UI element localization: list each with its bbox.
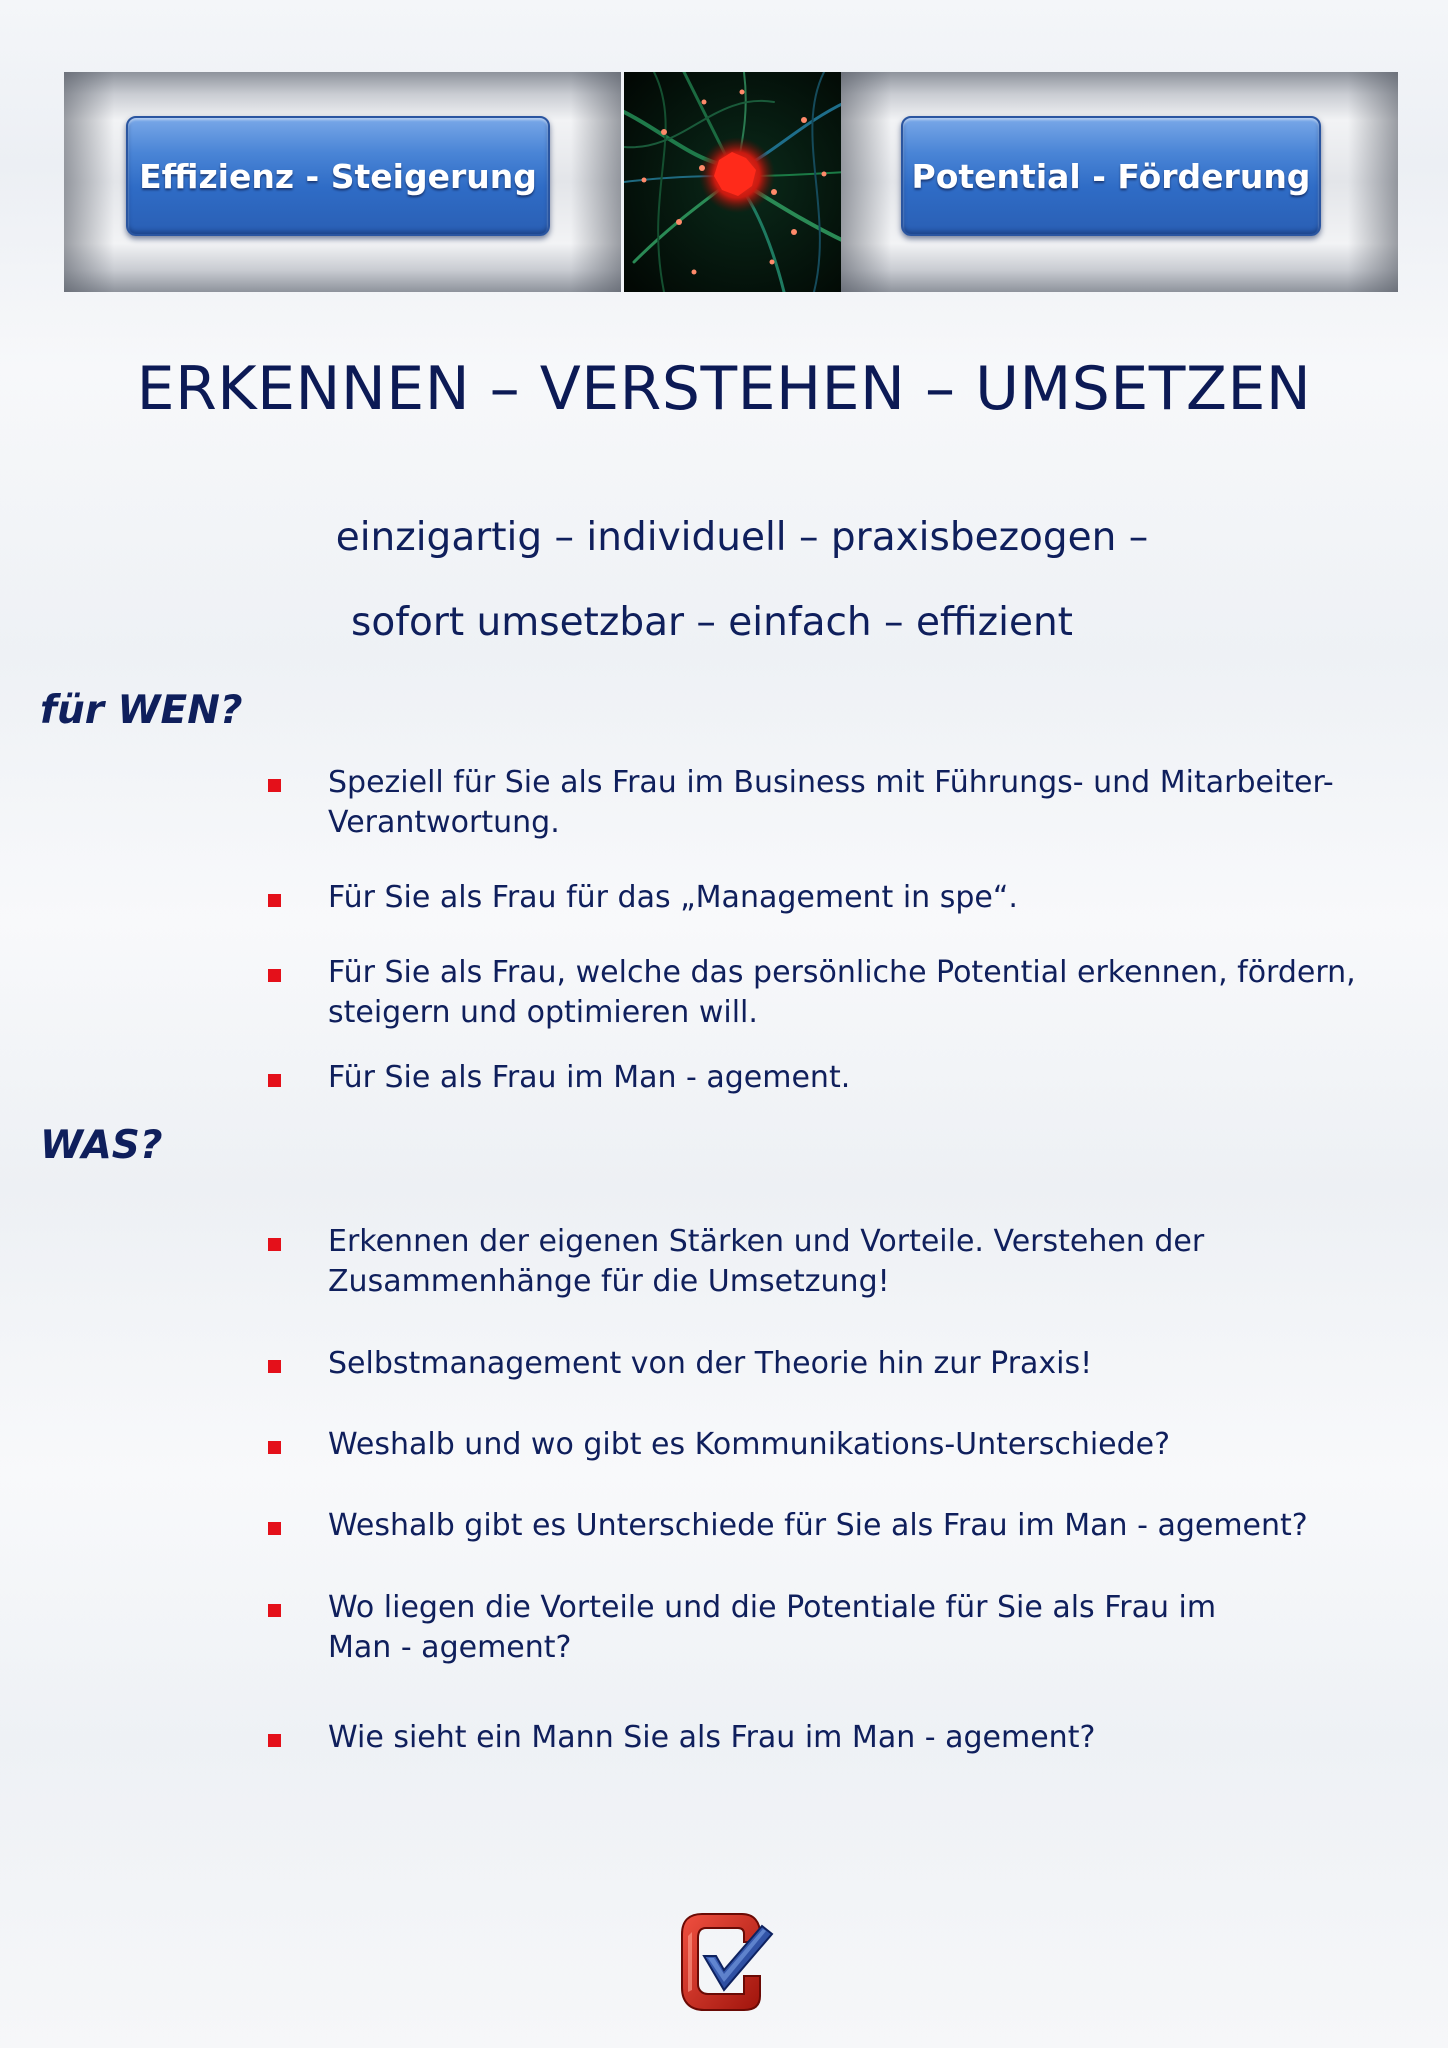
tagline-line-2: sofort umsetzbar – einfach – effizient: [351, 600, 1073, 645]
list-item-text: Wie sieht ein Mann Sie als Frau im Man - agement?: [328, 1720, 1096, 1755]
checkmark-logo-icon: [664, 1906, 780, 2016]
bullet-square-icon: [268, 1734, 281, 1747]
list-item-text: Für Sie als Frau, welche das persönliche Potential erkennen, fördern, steigern und optimieren will.: [328, 955, 1356, 1030]
bullet-square-icon: [268, 1360, 281, 1373]
list-item-text: Selbstmanagement von der Theorie hin zur Praxis!: [328, 1346, 1093, 1381]
bullet-square-icon: [268, 1238, 281, 1251]
bullet-square-icon: [268, 1604, 281, 1617]
bullet-square-icon: [268, 1522, 281, 1535]
page-headline: ERKENNEN – VERSTEHEN – UMSETZEN: [136, 354, 1312, 424]
bullet-square-icon: [268, 1441, 281, 1454]
left-button-frame: [64, 72, 621, 292]
effizienz-steigerung-button[interactable]: Effizienz - Steigerung: [126, 116, 550, 236]
bullet-square-icon: [268, 894, 281, 907]
list-item-text: Für Sie als Frau für das „Management in spe“.: [328, 880, 1018, 915]
right-button-frame: [841, 72, 1398, 292]
tagline-line-1: einzigartig – individuell – praxisbezogen –: [335, 515, 1149, 560]
bullet-square-icon: [268, 779, 281, 792]
list-item-text: Speziell für Sie als Frau im Business mit Führungs- und Mitarbeiter-Verantwortung.: [328, 765, 1334, 840]
list-item-text: Für Sie als Frau im Man - agement.: [328, 1060, 851, 1095]
bullet-square-icon: [268, 1074, 281, 1087]
potential-foerderung-button[interactable]: Potential - Förderung: [901, 116, 1321, 236]
list-item-text: Weshalb gibt es Unterschiede für Sie als Frau im Man - agement?: [328, 1508, 1308, 1543]
list-item-text: Wo liegen die Vorteile und die Potentiale für Sie als Frau im Man - agement?: [328, 1590, 1217, 1665]
list-item-text: Weshalb und wo gibt es Kommunikations-Unterschiede?: [328, 1427, 1171, 1462]
header-banner: [64, 72, 1398, 292]
neuron-network-image: [624, 72, 846, 292]
list-item-text: Erkennen der eigenen Stärken und Vorteile. Verstehen der Zusammenhänge für die Umsetzung!: [328, 1224, 1205, 1299]
section-heading-was: WAS?: [40, 1123, 163, 1168]
bullet-square-icon: [268, 969, 281, 982]
section-heading-fuer-wen: für WEN?: [40, 688, 243, 733]
